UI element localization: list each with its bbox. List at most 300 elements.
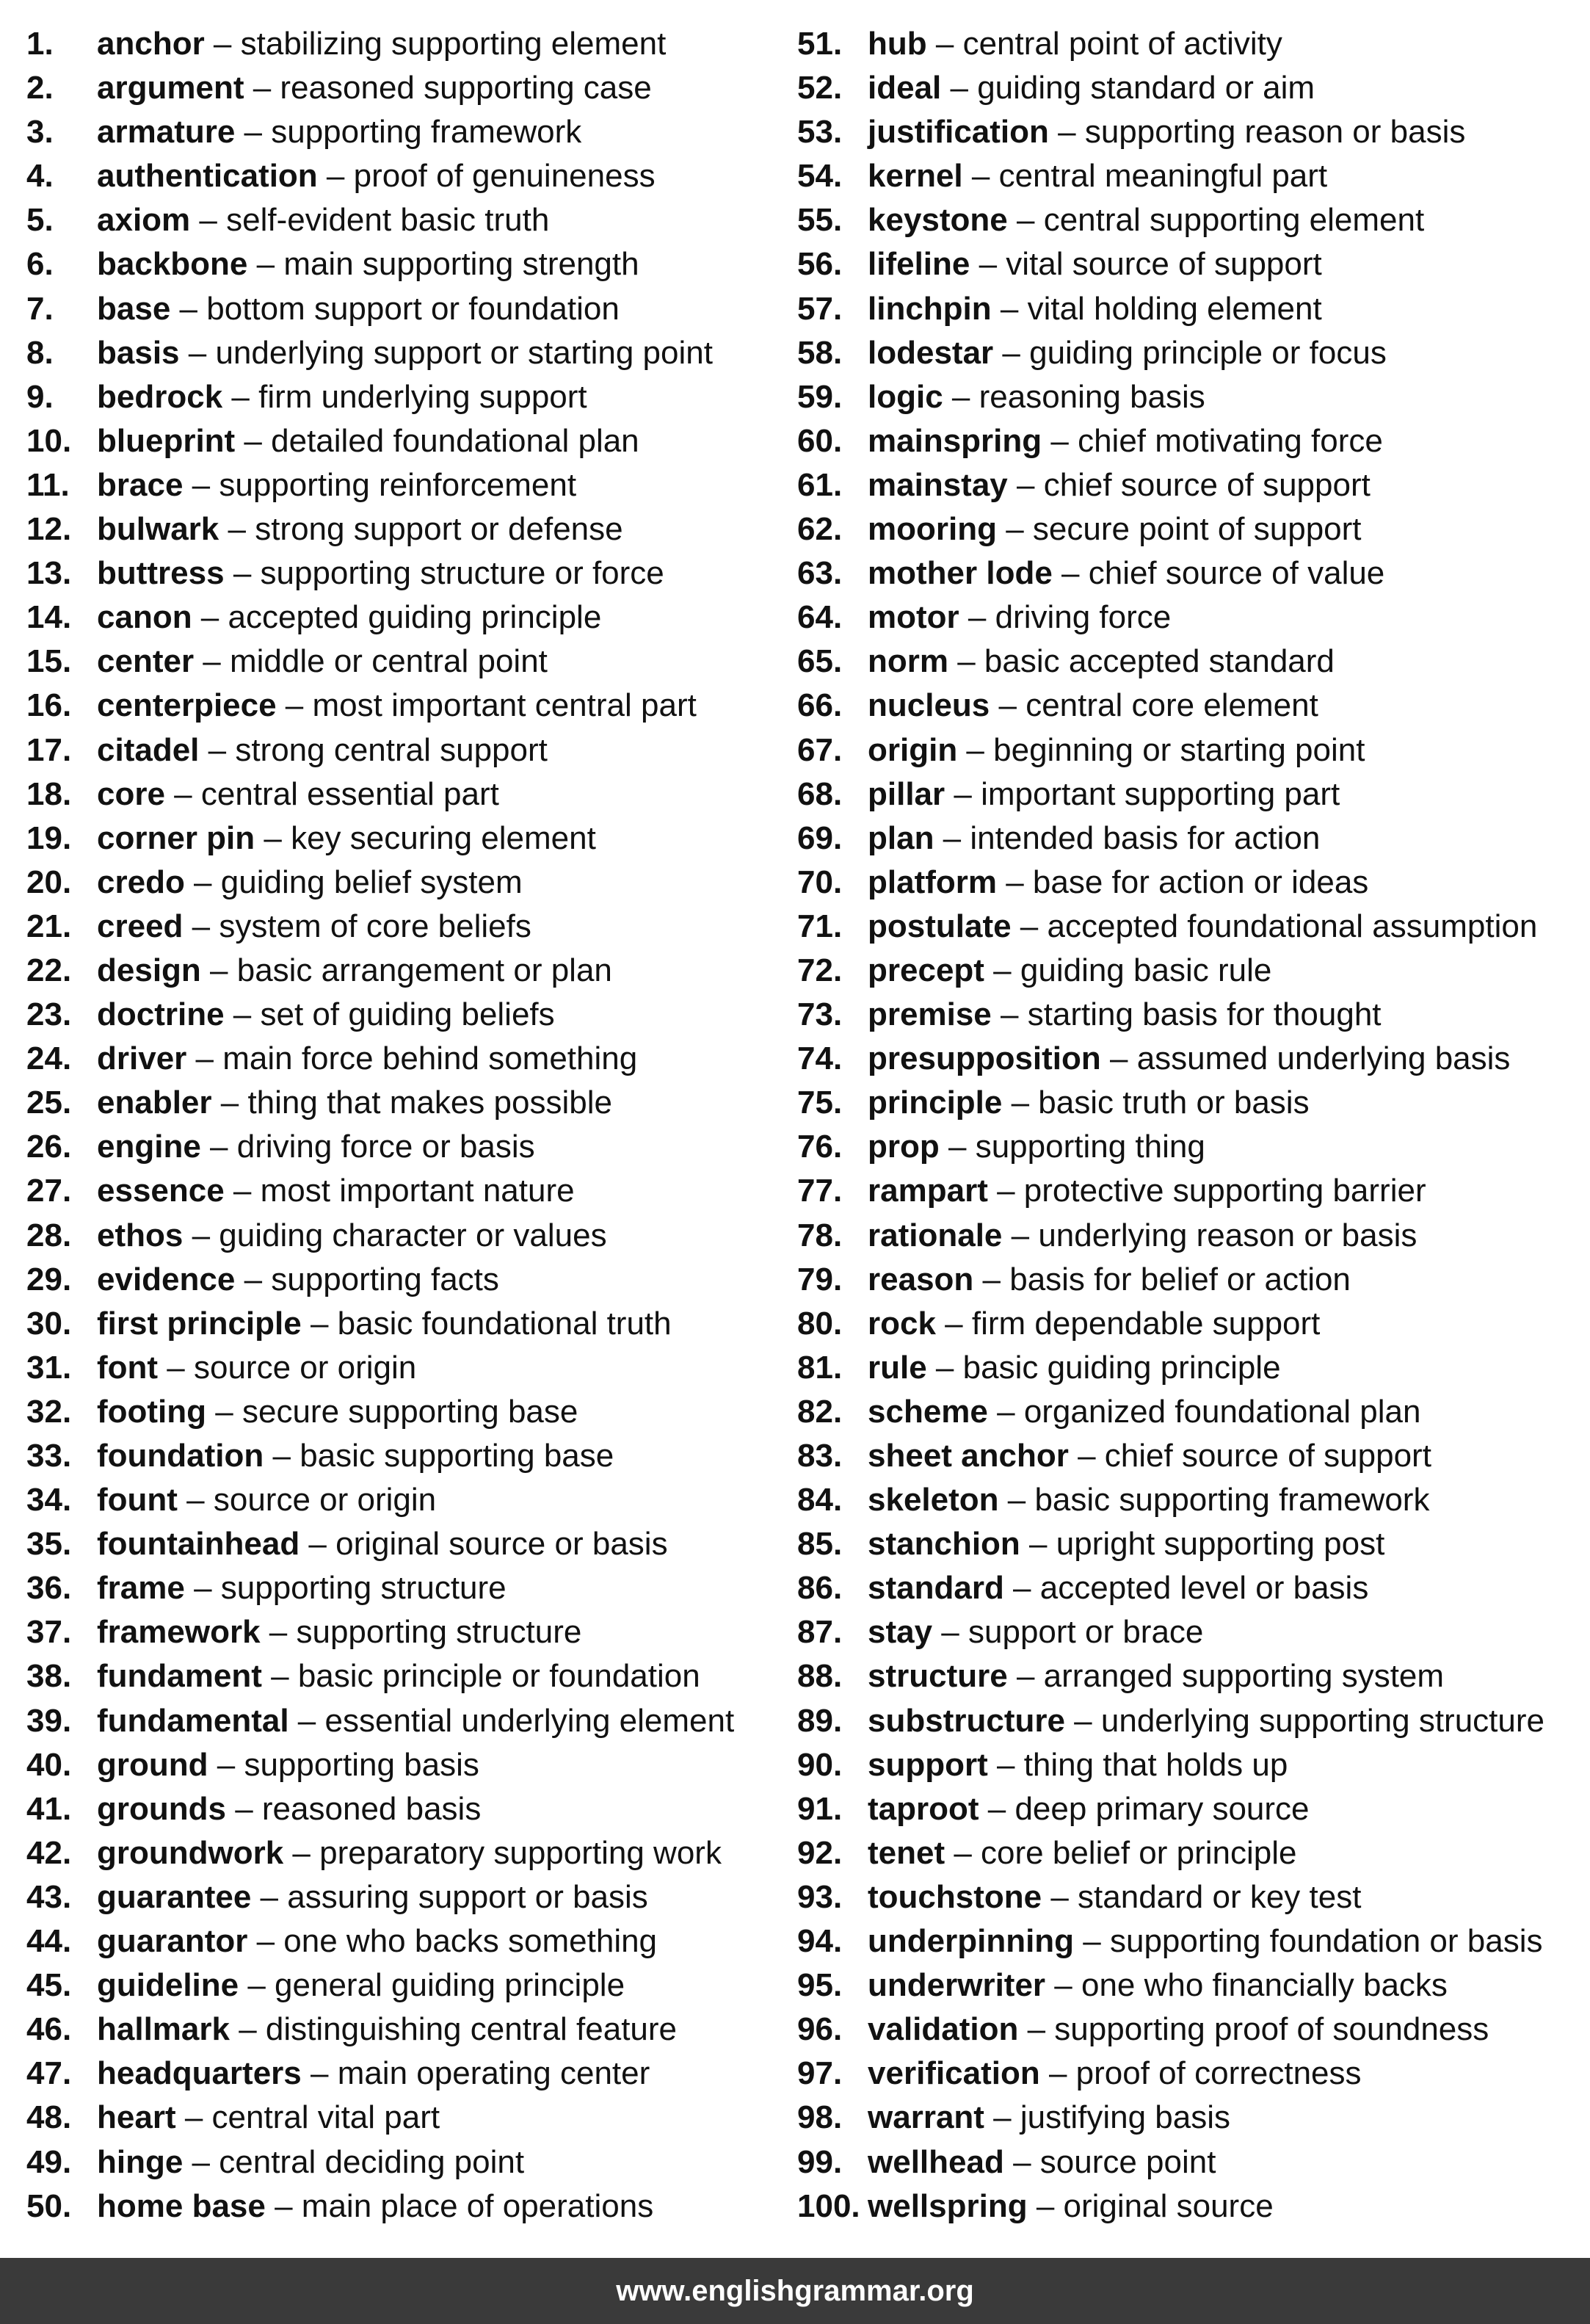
item-number: 59. xyxy=(797,378,843,415)
item-text xyxy=(868,1654,1444,1698)
item-number: 73. xyxy=(797,996,843,1033)
item-definition: supporting thing xyxy=(975,1129,1205,1165)
item-number: 42. xyxy=(26,1834,72,1871)
list-item xyxy=(797,154,1575,198)
item-number: 2. xyxy=(26,70,54,106)
item-word: anchor xyxy=(97,26,205,62)
item-separator: – xyxy=(206,1393,242,1430)
item-text xyxy=(97,551,664,596)
item-text xyxy=(97,419,639,463)
item-word: scheme xyxy=(868,1393,988,1430)
item-number: 39. xyxy=(26,1702,72,1739)
list-item xyxy=(26,1743,783,1787)
item-word: motor xyxy=(868,599,959,636)
item-text xyxy=(868,1831,1297,1875)
item-number: 90. xyxy=(797,1746,843,1783)
list-item xyxy=(26,1125,783,1169)
item-text xyxy=(868,1434,1431,1478)
item-definition: support or brace xyxy=(968,1614,1204,1651)
item-word: rule xyxy=(868,1349,927,1386)
item-word: mainstay xyxy=(868,466,1008,503)
item-text xyxy=(868,242,1322,286)
item-definition: guiding standard or aim xyxy=(977,70,1315,106)
item-text xyxy=(97,1169,575,1213)
item-number: 36. xyxy=(26,1570,72,1607)
item-text xyxy=(97,22,666,66)
item-separator: – xyxy=(1018,2011,1055,2048)
item-separator: – xyxy=(998,1482,1035,1518)
item-separator: – xyxy=(1002,1085,1039,1121)
item-word: postulate xyxy=(868,908,1012,944)
item-number: 81. xyxy=(797,1349,843,1386)
item-number: 100. xyxy=(797,2187,860,2224)
list-item xyxy=(797,1390,1575,1434)
item-separator: – xyxy=(224,1173,261,1209)
item-text xyxy=(97,905,531,949)
item-separator: – xyxy=(194,643,230,680)
item-number: 3. xyxy=(26,114,54,151)
item-definition: source point xyxy=(1039,2143,1216,2180)
item-definition: core belief or principle xyxy=(981,1834,1297,1871)
item-word: justification xyxy=(868,114,1049,151)
item-definition: essential underlying element xyxy=(324,1702,735,1739)
item-number: 72. xyxy=(797,952,843,988)
item-word: keystone xyxy=(868,202,1008,239)
item-separator: – xyxy=(962,158,999,195)
item-number: 15. xyxy=(26,643,72,680)
item-word: guarantee xyxy=(97,1878,252,1915)
item-definition: basic guiding principle xyxy=(962,1349,1281,1386)
item-text xyxy=(868,1258,1351,1302)
list-item xyxy=(797,1787,1575,1831)
item-definition: basic foundational truth xyxy=(337,1305,672,1342)
item-definition: central point of activity xyxy=(962,26,1282,62)
item-separator: – xyxy=(184,1570,221,1607)
item-number: 58. xyxy=(797,334,843,371)
item-word: underwriter xyxy=(868,1967,1046,2004)
list-item xyxy=(26,1037,783,1081)
list-item xyxy=(797,507,1575,551)
item-text xyxy=(97,1787,481,1831)
item-word: mother lode xyxy=(868,555,1053,592)
item-number: 54. xyxy=(797,158,843,195)
item-number: 6. xyxy=(26,246,54,283)
word-list-left-column xyxy=(26,22,783,2229)
item-definition: justifying basis xyxy=(1020,2099,1231,2136)
item-definition: self-evident basic truth xyxy=(226,202,550,239)
item-number: 27. xyxy=(26,1173,72,1209)
item-number: 45. xyxy=(26,1967,72,2004)
item-text xyxy=(868,949,1271,993)
item-separator: – xyxy=(288,1702,325,1739)
item-text xyxy=(868,1390,1420,1434)
footer-url[interactable]: www.englishgrammar.org xyxy=(616,2275,974,2307)
item-text xyxy=(868,1037,1510,1081)
item-word: fundament xyxy=(97,1658,262,1695)
item-separator: – xyxy=(186,1040,223,1077)
item-number: 91. xyxy=(797,1790,843,1827)
item-number: 51. xyxy=(797,26,843,62)
item-text xyxy=(97,817,596,861)
item-text xyxy=(868,1875,1361,1919)
item-separator: – xyxy=(979,1790,1015,1827)
item-definition: reasoning basis xyxy=(979,378,1205,415)
list-item xyxy=(797,2052,1575,2096)
item-text xyxy=(97,993,555,1037)
item-number: 60. xyxy=(797,422,843,459)
item-number: 38. xyxy=(26,1658,72,1695)
item-definition: proof of correctness xyxy=(1075,2055,1362,2092)
item-number: 48. xyxy=(26,2099,72,2136)
item-text xyxy=(868,1610,1203,1654)
item-definition: stabilizing supporting element xyxy=(240,26,667,62)
list-item xyxy=(26,861,783,905)
item-separator: – xyxy=(987,1393,1024,1430)
list-item xyxy=(797,1478,1575,1522)
item-number: 76. xyxy=(797,1129,843,1165)
item-definition: supporting structure xyxy=(296,1614,582,1651)
item-separator: – xyxy=(939,1129,976,1165)
item-text xyxy=(97,331,713,375)
list-item xyxy=(26,1919,783,1963)
item-text xyxy=(868,1699,1544,1743)
item-number: 64. xyxy=(797,599,843,636)
item-text xyxy=(97,1831,722,1875)
item-definition: central supporting element xyxy=(1043,202,1425,239)
list-item xyxy=(26,1566,783,1610)
item-number: 41. xyxy=(26,1790,72,1827)
item-number: 77. xyxy=(797,1173,843,1209)
list-item xyxy=(797,2008,1575,2052)
item-word: ground xyxy=(97,1746,208,1783)
list-item xyxy=(797,993,1575,1037)
list-item xyxy=(797,242,1575,286)
item-separator: – xyxy=(170,290,207,327)
list-item xyxy=(797,1081,1575,1125)
item-text xyxy=(97,1478,436,1522)
item-word: structure xyxy=(868,1658,1008,1695)
list-item xyxy=(797,1919,1575,1963)
item-number: 22. xyxy=(26,952,72,988)
item-separator: – xyxy=(235,422,272,459)
item-definition: upright supporting post xyxy=(1056,1526,1385,1563)
item-number: 97. xyxy=(797,2055,843,2092)
item-word: verification xyxy=(868,2055,1040,2092)
list-item xyxy=(797,287,1575,331)
item-number: 67. xyxy=(797,731,843,768)
item-separator: – xyxy=(970,246,1006,283)
list-item xyxy=(26,2008,783,2052)
item-number: 78. xyxy=(797,1217,843,1253)
list-item xyxy=(26,817,783,861)
item-number: 40. xyxy=(26,1746,72,1783)
item-word: groundwork xyxy=(97,1834,284,1871)
list-item xyxy=(26,198,783,242)
item-separator: – xyxy=(945,775,981,812)
item-definition: supporting structure or force xyxy=(260,555,664,592)
item-definition: base for action or ideas xyxy=(1032,864,1369,900)
item-number: 26. xyxy=(26,1129,72,1165)
list-item xyxy=(26,905,783,949)
item-text xyxy=(868,1478,1429,1522)
item-text xyxy=(97,375,587,419)
item-definition: strong central support xyxy=(235,731,548,768)
list-item xyxy=(26,596,783,640)
list-item xyxy=(26,1169,783,1213)
item-word: evidence xyxy=(97,1261,236,1297)
item-word: mainspring xyxy=(868,422,1042,459)
item-text xyxy=(868,551,1384,596)
item-text xyxy=(97,198,549,242)
item-number: 4. xyxy=(26,158,54,195)
item-text xyxy=(97,2184,653,2229)
item-number: 71. xyxy=(797,908,843,944)
item-definition: detailed foundational plan xyxy=(271,422,639,459)
item-separator: – xyxy=(1003,2143,1040,2180)
item-separator: – xyxy=(1048,114,1085,151)
item-text xyxy=(868,1214,1417,1258)
item-text xyxy=(868,728,1365,772)
item-separator: – xyxy=(943,378,979,415)
item-word: taproot xyxy=(868,1790,979,1827)
item-word: substructure xyxy=(868,1702,1065,1739)
item-number: 21. xyxy=(26,908,72,944)
item-number: 9. xyxy=(26,378,54,415)
item-text xyxy=(97,1081,612,1125)
item-word: wellhead xyxy=(868,2143,1004,2180)
list-item xyxy=(797,817,1575,861)
item-separator: – xyxy=(1003,1570,1040,1607)
item-text xyxy=(868,817,1320,861)
item-separator: – xyxy=(261,1658,298,1695)
item-text xyxy=(868,2140,1216,2184)
item-word: frame xyxy=(97,1570,185,1607)
item-text xyxy=(868,2052,1362,2096)
item-word: kernel xyxy=(868,158,963,195)
list-item xyxy=(797,1699,1575,1743)
list-item xyxy=(797,1566,1575,1610)
item-number: 11. xyxy=(26,466,70,503)
item-definition: thing that makes possible xyxy=(247,1085,612,1121)
item-number: 47. xyxy=(26,2055,72,2092)
item-separator: – xyxy=(225,1790,262,1827)
item-definition: strong support or defense xyxy=(255,511,623,548)
list-item xyxy=(26,1258,783,1302)
item-word: guarantor xyxy=(97,1923,248,1960)
item-definition: central vital part xyxy=(211,2099,440,2136)
item-separator: – xyxy=(990,687,1026,724)
item-number: 7. xyxy=(26,290,54,327)
item-number: 19. xyxy=(26,819,72,856)
list-item xyxy=(26,22,783,66)
list-item xyxy=(797,1169,1575,1213)
list-item xyxy=(797,2140,1575,2184)
item-text xyxy=(97,1566,507,1610)
item-definition: basic supporting framework xyxy=(1034,1482,1430,1518)
item-definition: basic accepted standard xyxy=(984,643,1335,680)
item-definition: thing that holds up xyxy=(1023,1746,1288,1783)
item-definition: most important nature xyxy=(260,1173,575,1209)
item-definition: important supporting part xyxy=(981,775,1340,812)
item-number: 28. xyxy=(26,1217,72,1253)
item-number: 37. xyxy=(26,1614,72,1651)
item-separator: – xyxy=(317,158,354,195)
item-number: 5. xyxy=(26,202,54,239)
item-number: 84. xyxy=(797,1482,843,1518)
item-word: creed xyxy=(97,908,184,944)
item-text xyxy=(868,905,1537,949)
item-word: core xyxy=(97,775,165,812)
list-item xyxy=(26,154,783,198)
item-number: 32. xyxy=(26,1393,72,1430)
list-item xyxy=(26,1610,783,1654)
item-separator: – xyxy=(247,1923,284,1960)
item-separator: – xyxy=(229,2011,266,2048)
item-word: rock xyxy=(868,1305,936,1342)
list-item xyxy=(797,2184,1575,2229)
item-word: blueprint xyxy=(97,422,236,459)
item-number: 69. xyxy=(797,819,843,856)
item-word: stanchion xyxy=(868,1526,1020,1563)
footer-banner xyxy=(0,2258,1590,2324)
item-number: 52. xyxy=(797,70,843,106)
list-item xyxy=(26,728,783,772)
item-definition: basic truth or basis xyxy=(1038,1085,1310,1121)
item-definition: beginning or starting point xyxy=(993,731,1365,768)
item-word: credo xyxy=(97,864,185,900)
item-definition: original source xyxy=(1063,2187,1274,2224)
item-separator: – xyxy=(283,1834,320,1871)
item-word: support xyxy=(868,1746,988,1783)
item-separator: – xyxy=(1045,1967,1081,2004)
item-word: prop xyxy=(868,1129,940,1165)
item-number: 14. xyxy=(26,599,72,636)
item-separator: – xyxy=(224,555,261,592)
item-text xyxy=(97,1258,499,1302)
item-text xyxy=(97,1699,734,1743)
item-text xyxy=(868,66,1315,110)
item-text xyxy=(97,728,548,772)
item-definition: supporting proof of soundness xyxy=(1054,2011,1489,2048)
item-separator: – xyxy=(1074,1923,1110,1960)
list-item xyxy=(797,1522,1575,1566)
item-word: corner pin xyxy=(97,819,255,856)
item-separator: – xyxy=(208,1746,244,1783)
item-word: rampart xyxy=(868,1173,988,1209)
item-separator: – xyxy=(183,466,219,503)
item-separator: – xyxy=(211,1085,248,1121)
item-separator: – xyxy=(192,599,228,636)
item-number: 43. xyxy=(26,1878,72,1915)
item-number: 50. xyxy=(26,2187,72,2224)
list-item xyxy=(26,1699,783,1743)
item-separator: – xyxy=(945,1834,981,1871)
item-text xyxy=(97,949,612,993)
item-number: 74. xyxy=(797,1040,843,1077)
item-separator: – xyxy=(264,1438,300,1474)
item-text xyxy=(868,993,1382,1037)
list-item xyxy=(797,728,1575,772)
item-text xyxy=(868,1346,1281,1390)
item-separator: – xyxy=(991,996,1028,1033)
item-text xyxy=(868,1081,1310,1125)
item-definition: central deciding point xyxy=(219,2143,525,2180)
item-separator: – xyxy=(301,1305,338,1342)
list-item xyxy=(26,551,783,596)
item-text xyxy=(97,1963,625,2008)
item-separator: – xyxy=(222,378,259,415)
item-number: 85. xyxy=(797,1526,843,1563)
item-number: 61. xyxy=(797,466,843,503)
item-definition: standard or key test xyxy=(1078,1878,1362,1915)
item-text xyxy=(97,1346,416,1390)
item-word: canon xyxy=(97,599,192,636)
item-word: headquarters xyxy=(97,2055,302,2092)
item-separator: – xyxy=(300,1526,336,1563)
item-definition: chief source of support xyxy=(1043,466,1371,503)
item-separator: – xyxy=(239,1967,275,2004)
item-definition: secure supporting base xyxy=(242,1393,578,1430)
item-definition: organized foundational plan xyxy=(1023,1393,1421,1430)
item-word: rationale xyxy=(868,1217,1003,1253)
item-word: fountainhead xyxy=(97,1526,300,1563)
item-text xyxy=(97,2052,650,2096)
item-text xyxy=(868,2096,1230,2140)
list-item xyxy=(797,419,1575,463)
list-item xyxy=(797,684,1575,728)
item-text xyxy=(868,861,1368,905)
item-separator: – xyxy=(1039,2055,1076,2092)
item-definition: supporting structure xyxy=(220,1570,507,1607)
item-text xyxy=(868,507,1362,551)
list-item xyxy=(797,22,1575,66)
item-word: norm xyxy=(868,643,948,680)
item-separator: – xyxy=(1042,422,1078,459)
list-item xyxy=(797,375,1575,419)
item-definition: central essential part xyxy=(200,775,499,812)
item-text xyxy=(868,1125,1205,1169)
list-item xyxy=(797,861,1575,905)
item-word: ethos xyxy=(97,1217,184,1253)
list-item xyxy=(797,1654,1575,1698)
item-text xyxy=(97,1919,657,1963)
item-word: bulwark xyxy=(97,511,219,548)
item-text xyxy=(868,684,1318,728)
item-number: 35. xyxy=(26,1526,72,1563)
item-definition: guiding character or values xyxy=(219,1217,607,1253)
item-number: 62. xyxy=(797,511,843,548)
list-item xyxy=(797,596,1575,640)
item-number: 89. xyxy=(797,1702,843,1739)
list-item xyxy=(797,1214,1575,1258)
item-text xyxy=(97,1125,535,1169)
item-word: skeleton xyxy=(868,1482,999,1518)
item-number: 87. xyxy=(797,1614,843,1651)
item-separator: – xyxy=(260,1614,297,1651)
item-text xyxy=(868,2184,1274,2229)
item-definition: vital source of support xyxy=(1006,246,1322,283)
item-word: stay xyxy=(868,1614,933,1651)
item-separator: – xyxy=(993,334,1030,371)
item-separator: – xyxy=(183,1217,219,1253)
item-word: sheet anchor xyxy=(868,1438,1069,1474)
item-separator: – xyxy=(219,511,255,548)
item-word: wellspring xyxy=(868,2187,1028,2224)
item-word: principle xyxy=(868,1085,1003,1121)
list-item xyxy=(797,463,1575,507)
item-definition: set of guiding beliefs xyxy=(260,996,555,1033)
list-item xyxy=(797,198,1575,242)
